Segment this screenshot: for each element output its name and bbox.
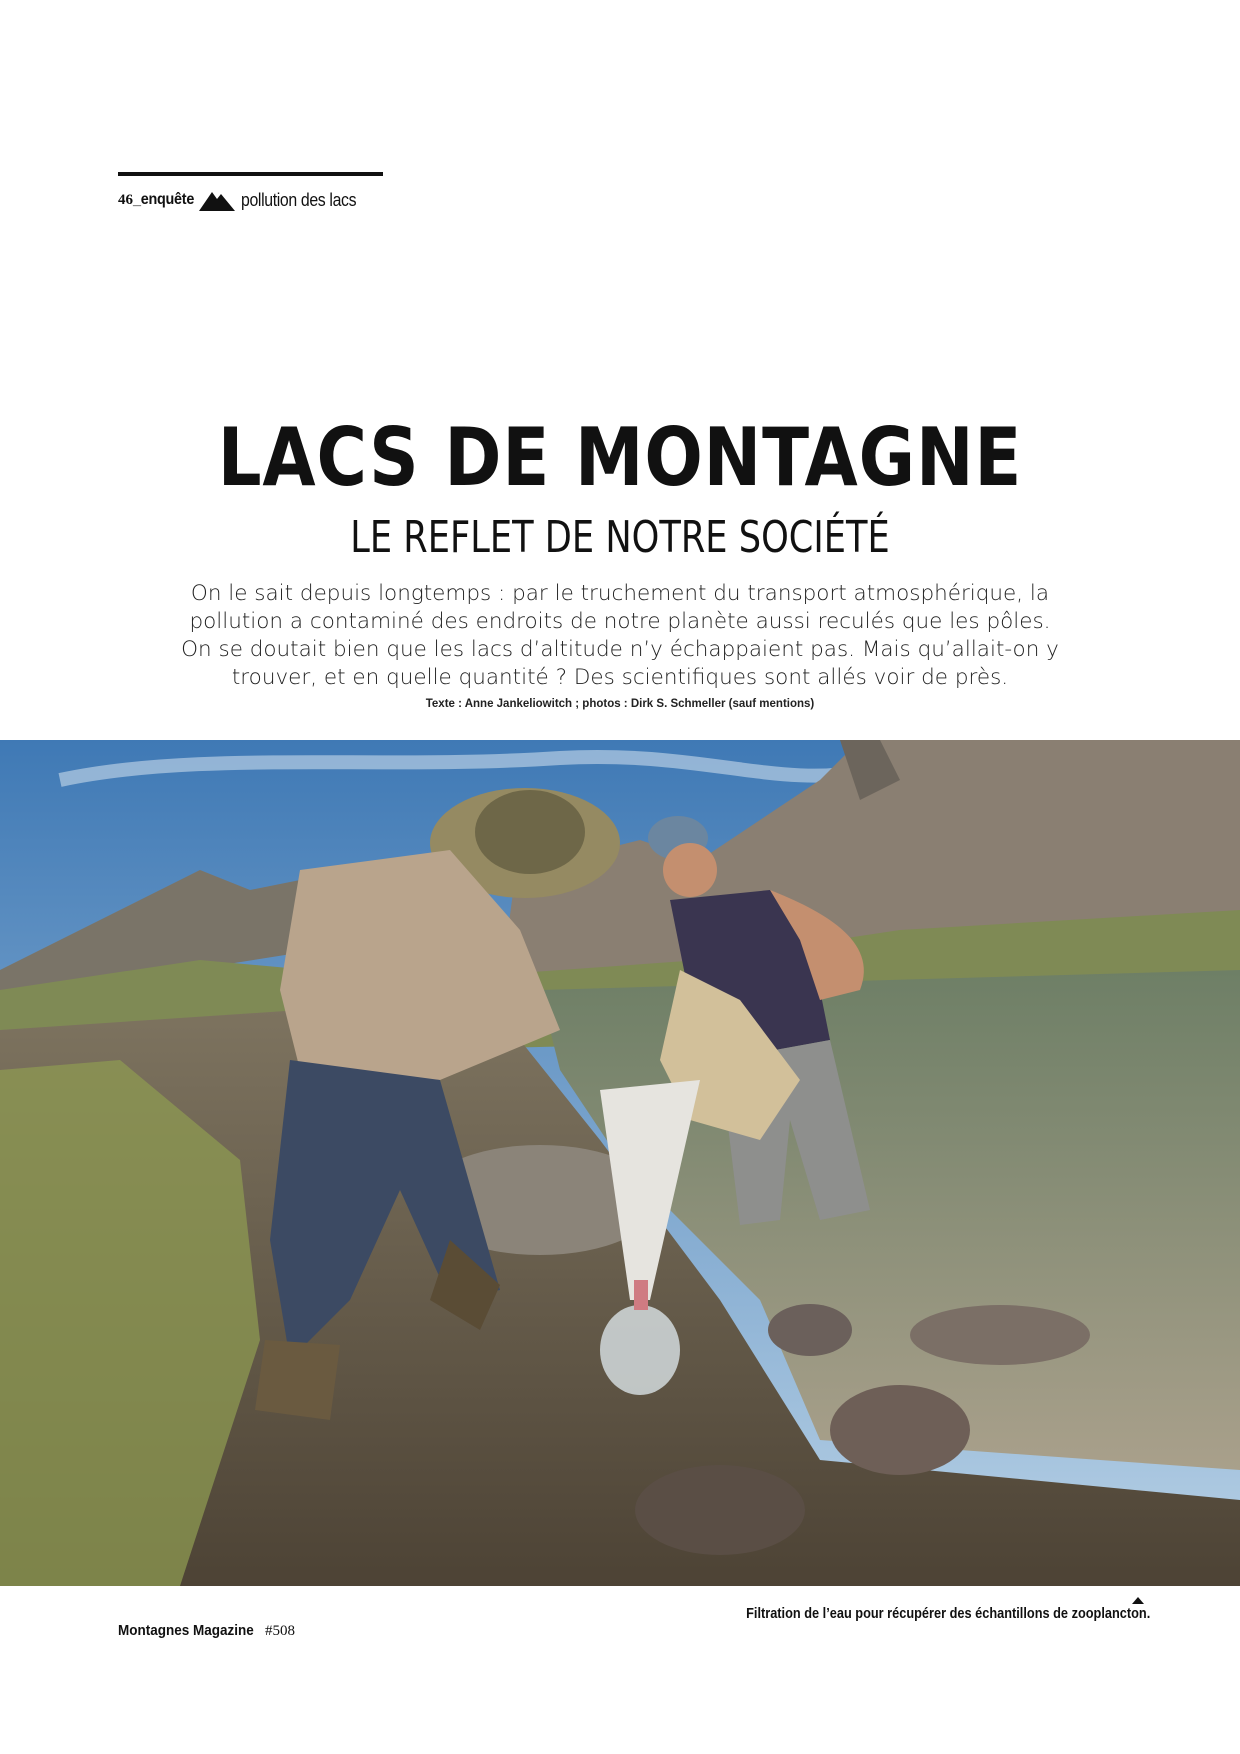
rubric-label: _enquête bbox=[133, 191, 195, 208]
intro-line: pollution a contaminé des endroits de notre planète aussi reculés que les pôles. bbox=[189, 609, 1051, 634]
section-header bbox=[118, 188, 372, 212]
mountain-icon bbox=[199, 189, 235, 211]
magazine-name: Montagnes Magazine bbox=[118, 1622, 254, 1639]
footer bbox=[118, 1622, 295, 1640]
intro-paragraph bbox=[170, 580, 1070, 692]
caption-arrow-icon bbox=[1132, 1597, 1144, 1604]
credits: Texte : Anne Jankeliowitch ; photos : Dirk S. Schmeller (sauf mentions) bbox=[425, 698, 815, 710]
article-subtitle: LE REFLET DE NOTRE SOCIÉTÉ bbox=[350, 512, 890, 563]
intro-line: trouver, et en quelle quantité ? Des scientifiques sont allés voir de près. bbox=[231, 665, 1009, 690]
intro-line: On le sait depuis longtemps : par le truchement du transport atmosphérique, la bbox=[190, 581, 1050, 606]
article-title: LACS DE MONTAGNE bbox=[217, 411, 1023, 504]
lake-photo bbox=[0, 740, 1240, 1586]
topic-label: pollution des lacs bbox=[240, 189, 357, 210]
issue-number: #508 bbox=[265, 1623, 296, 1639]
photo-caption: Filtration de l’eau pour récupérer des échantillons de zooplancton. bbox=[745, 1606, 1150, 1622]
header-rule bbox=[118, 172, 383, 176]
page-number: 46 bbox=[118, 191, 133, 208]
intro-line: On se doutait bien que les lacs d’altitude n’y échappaient pas. Mais qu’allait-on y bbox=[181, 637, 1059, 662]
